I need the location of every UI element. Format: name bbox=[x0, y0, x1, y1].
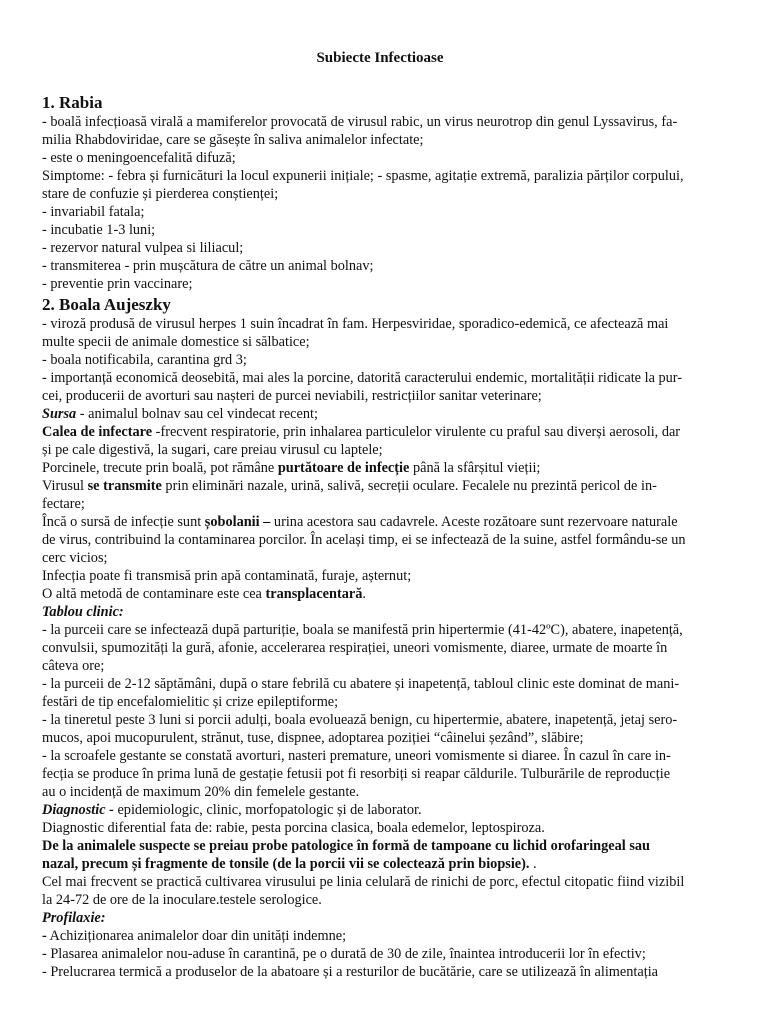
text-line: - la tineretul peste 3 luni si porcii adulți, boala evoluează benign, cu hipertermie, abatere, inapetență, jetaj sero- bbox=[42, 712, 678, 728]
porcinele-line bbox=[42, 459, 718, 477]
text-line: - este o meningoencefalită difuză; bbox=[42, 150, 236, 166]
text-line: fecția se produce în prima lună de gestație fetusii pot fi resorbiți si reapar căldurile. Tulburările de reproducție bbox=[42, 766, 671, 782]
text-span: O altă metodă de contaminare este cea bbox=[42, 586, 266, 602]
virusul-line bbox=[42, 477, 718, 495]
calea-line bbox=[42, 423, 718, 441]
text-span: . bbox=[529, 856, 537, 872]
text-line: Infecția poate fi transmisă prin apă contaminată, furaje, așternut; bbox=[42, 568, 412, 584]
text-span: epidemiologic, clinic, morfopatologic și de laborator. bbox=[113, 802, 422, 818]
text-line: - Prelucrarea termică a produselor de la abatoare și a resturilor de bucătărie, care se utilizează în alimentația bbox=[42, 964, 659, 980]
profilaxie-first-line bbox=[42, 927, 718, 945]
text-line: - invariabil fatala; bbox=[42, 204, 145, 220]
tablou-clinic-label: Tablou clinic: bbox=[42, 604, 124, 620]
sursa-text: - animalul bolnav sau cel vindecat recent; bbox=[76, 406, 318, 422]
text-line: câteva ore; bbox=[42, 658, 105, 674]
text-line: au o incidență de maximum 20% din femelele gestante. bbox=[42, 784, 360, 800]
text-line: - la scroafele gestante se constată avorturi, nasteri premature, uneori vomismente si diaree. În cazul în care in- bbox=[42, 748, 671, 764]
text-line: Cel mai frecvent se practică cultivarea virusului pe linia celulară de rinichi de porc, efectul citopatic fiind vizibil bbox=[42, 874, 685, 890]
text-line: - boală infecțioasă virală a mamiferelor provocată de virusul rabic, un virus neurotrop din genul Lyssavirus, fa- bbox=[42, 114, 678, 130]
text-line: festări de tip encefalomielitic și crize epileptiforme; bbox=[42, 694, 339, 710]
text-line: fectare; bbox=[42, 496, 85, 512]
text-line: la 24-72 de ore de la inoculare.testele serologice. bbox=[42, 892, 322, 908]
transplacentara-line bbox=[42, 585, 718, 603]
text-line: - rezervor natural vulpea si liliacul; bbox=[42, 240, 244, 256]
sursa-line bbox=[42, 405, 718, 423]
text-span: Porcinele, trecute prin boală, pot rămâne bbox=[42, 460, 278, 476]
calea-text: -frecvent respiratorie, prin inhalarea particulelor virulente cu praful sau diverși aerosoli, dar bbox=[152, 424, 681, 440]
text-span: Virusul bbox=[42, 478, 88, 494]
text-line: stare de confuzie și pierderea conștienței; bbox=[42, 186, 279, 202]
text-line: - transmiterea - prin mușcătura de către un animal bolnav; bbox=[42, 258, 374, 274]
text-line: cerc vicios; bbox=[42, 550, 108, 566]
sursa-label: Sursa bbox=[42, 406, 77, 422]
text-line: mucos, apoi mucopurulent, strănut, tuse, dispnee, adoptarea poziției “câinelui șezând”, slăbire; bbox=[42, 730, 584, 746]
sobolanii-bold: șobolanii – bbox=[204, 514, 271, 530]
probe-bold-line: De la animalele suspecte se preiau probe patologice în formă de tampoane cu lichid orofaringeal sau bbox=[42, 838, 650, 854]
purtatoare-bold: purtătoare de infecție bbox=[277, 460, 410, 476]
section-heading-aujeszky: 2. Boala Aujeszky bbox=[42, 295, 171, 314]
text-line: - la purceii care se infectează după parturiție, boala se manifestă prin hipertermie (41-42ºC), abatere, inapetență, bbox=[42, 622, 683, 638]
text-line: convulsii, spumozități la gură, afonie, accelerarea respirației, uneori vomismente, diaree, urmate de moarte în bbox=[42, 640, 668, 656]
text-span: până la sfârșitul vieții; bbox=[409, 460, 541, 476]
text-line: - viroză produsă de virusul herpes 1 suin încadrat în fam. Herpesviridae, sporadico-edemică, ce afectează mai bbox=[42, 316, 669, 332]
diagnostic-label: Diagnostic - bbox=[42, 802, 114, 818]
bullet-dash: - bbox=[42, 928, 47, 944]
text-span: Achiziționarea animalelor doar din unități indemne; bbox=[46, 928, 347, 944]
text-line: milia Rhabdoviridae, care se găsește în saliva animalelor infectate; bbox=[42, 132, 424, 148]
section-heading-rabia: 1. Rabia bbox=[42, 93, 103, 112]
text-line: - Plasarea animalelor nou-aduse în carantină, pe o durată de 30 de zile, înaintea introducerii lor în efectiv; bbox=[42, 946, 646, 962]
text-line: - importanță economică deosebită, mai ales la porcine, datorită caracterului endemic, mortalității ridicate la pur- bbox=[42, 370, 683, 386]
probe-bold: nazal, precum și fragmente de tonsile (de la porcii vii se colectează prin biopsie). bbox=[42, 856, 530, 872]
text-span: urina acestora sau cadavrele. Aceste rozătoare sunt rezervoare naturale bbox=[270, 514, 678, 530]
document-page bbox=[42, 48, 718, 981]
diagnostic-line bbox=[42, 801, 718, 819]
document-title: Subiecte Infectioase bbox=[316, 50, 444, 66]
text-line: Diagnostic diferential fata de: rabie, pesta porcina clasica, boala edemelor, leptospiroza. bbox=[42, 820, 545, 836]
transplacentara-bold: transplacentară bbox=[265, 586, 363, 602]
text-span: . bbox=[362, 586, 366, 602]
text-line: - incubatie 1-3 luni; bbox=[42, 222, 156, 238]
sobolanii-line bbox=[42, 513, 718, 531]
text-line: multe specii de animale domestice si sălbatice; bbox=[42, 334, 310, 350]
probe-line-2 bbox=[42, 855, 718, 873]
text-line: - preventie prin vaccinare; bbox=[42, 276, 193, 292]
text-line: și pe cale digestivă, la sugari, care preiau virusul cu laptele; bbox=[42, 442, 383, 458]
section-aujeszky-body bbox=[42, 315, 718, 981]
text-line: Simptome: - febra și furnicături la locul expunerii inițiale; - spasme, agitație extremă, paralizia părților corpului, bbox=[42, 168, 684, 184]
profilaxie-label: Profilaxie: bbox=[42, 910, 106, 926]
text-line: - la purceii de 2-12 săptămâni, după o stare febrilă cu abatere și inapetență, tabloul clinic este dominat de mani- bbox=[42, 676, 680, 692]
text-line: cei, producerii de avorturi sau nașteri de purcei neviabili, restricțiilor sanitar veterinare; bbox=[42, 388, 542, 404]
calea-label: Calea de infectare bbox=[42, 424, 153, 440]
text-line: de virus, contribuind la contaminarea porcilor. În același timp, ei se infectează de la suine, astfel formându-se un bbox=[42, 532, 686, 548]
text-span: Încă o sursă de infecție sunt bbox=[42, 514, 205, 530]
se-transmite-bold: se transmite bbox=[87, 478, 162, 494]
text-span: prin eliminări nazale, urină, salivă, secreții oculare. Fecalele nu prezintă pericol de in- bbox=[161, 478, 657, 494]
text-line: - boala notificabila, carantina grd 3; bbox=[42, 352, 247, 368]
section-rabia-body bbox=[42, 113, 718, 293]
